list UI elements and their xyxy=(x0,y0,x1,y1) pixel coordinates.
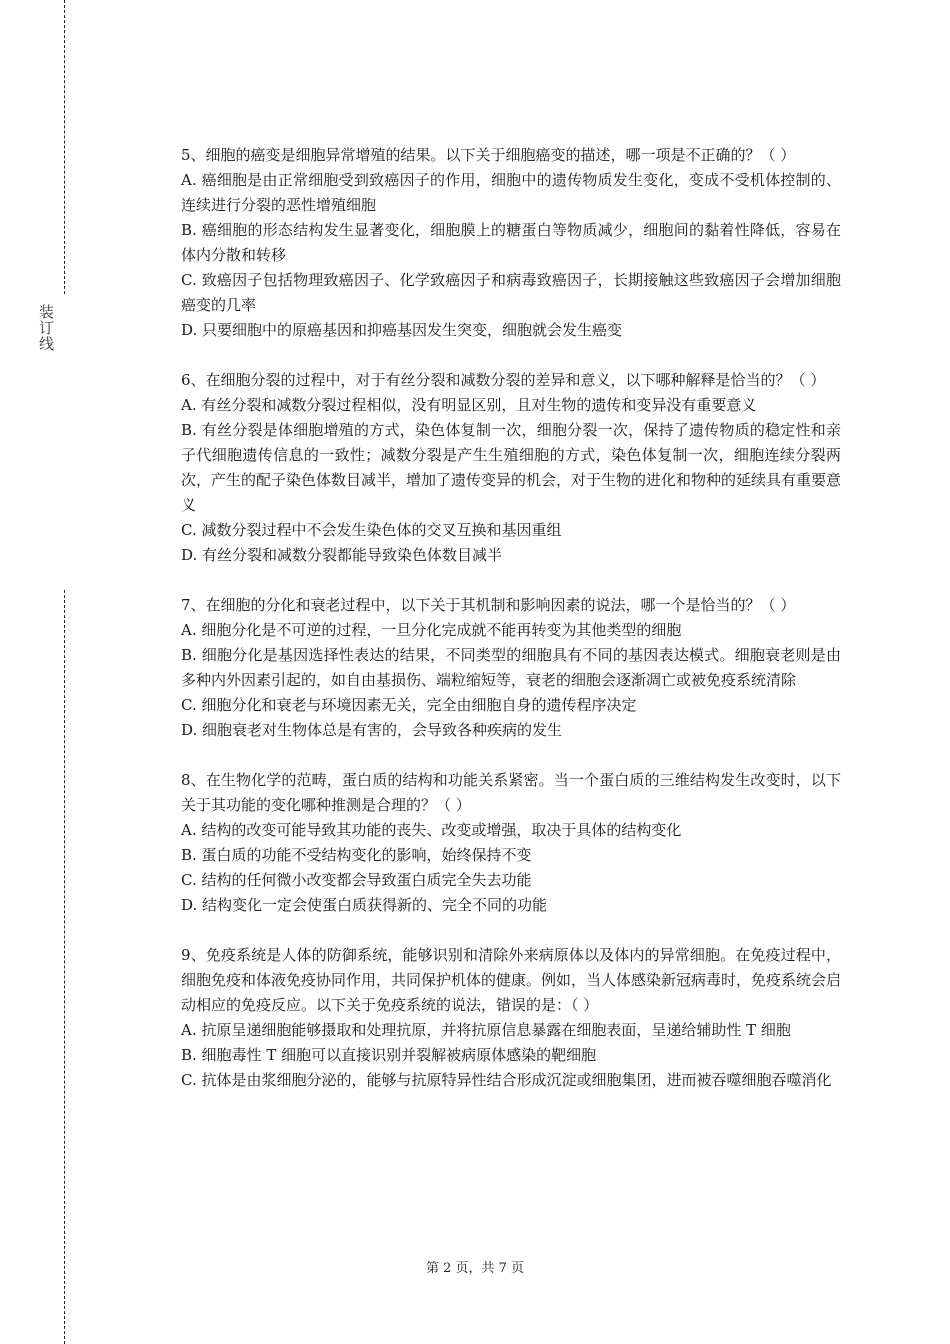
option-a: A. 抗原呈递细胞能够摄取和处理抗原，并将抗原信息暴露在细胞表面，呈递给辅助性 T 细胞 xyxy=(181,1021,791,1039)
question-8 xyxy=(181,768,841,918)
binding-line-bottom xyxy=(64,590,65,1344)
binding-line-top xyxy=(64,0,65,294)
option-a: A. 癌细胞是由正常细胞受到致癌因子的作用，细胞中的遗传物质发生变化，变成不受机体控制的、连续进行分裂的恶性增殖细胞 xyxy=(181,171,841,214)
binding-line-label: 装订线 xyxy=(37,304,55,352)
option-d: D. 结构变化一定会使蛋白质获得新的、完全不同的功能 xyxy=(181,896,548,914)
option-c: C. 结构的任何微小改变都会导致蛋白质完全失去功能 xyxy=(181,871,532,889)
option-c: C. 细胞分化和衰老与环境因素无关，完全由细胞自身的遗传程序决定 xyxy=(181,696,637,714)
question-stem: 9、免疫系统是人体的防御系统，能够识别和清除外来病原体以及体内的异常细胞。在免疫过程中，细胞免疫和体液免疫协同作用，共同保护机体的健康。例如，当人体感染新冠病毒时，免疫系统会启动相应的免疫反应。以下关于免疫系统的说法，错误的是：（ ） xyxy=(181,946,842,1014)
option-b: B. 蛋白质的功能不受结构变化的影响，始终保持不变 xyxy=(181,846,532,864)
question-7 xyxy=(181,593,841,743)
option-b: B. 细胞分化是基因选择性表达的结果，不同类型的细胞具有不同的基因表达模式。细胞衰老则是由多种内外因素引起的，如自由基损伤、端粒缩短等，衰老的细胞会逐渐凋亡或被免疫系统清除 xyxy=(181,646,841,689)
option-b: B. 细胞毒性 T 细胞可以直接识别并裂解被病原体感染的靶细胞 xyxy=(181,1046,597,1064)
option-a: A. 结构的改变可能导致其功能的丧失、改变或增强，取决于具体的结构变化 xyxy=(181,821,682,839)
option-c: C. 抗体是由浆细胞分泌的，能够与抗原特异性结合形成沉淀或细胞集团，进而被吞噬细胞吞噬消化 xyxy=(181,1071,832,1089)
option-a: A. 细胞分化是不可逆的过程，一旦分化完成就不能再转变为其他类型的细胞 xyxy=(181,621,682,639)
option-d: D. 细胞衰老对生物体总是有害的，会导致各种疾病的发生 xyxy=(181,721,563,739)
option-d: D. 有丝分裂和减数分裂都能导致染色体数目减半 xyxy=(181,546,503,564)
option-b: B. 有丝分裂是体细胞增殖的方式，染色体复制一次，细胞分裂一次，保持了遗传物质的稳定性和亲子代细胞遗传信息的一致性；减数分裂是产生生殖细胞的方式，染色体复制一次，细胞连续分裂两次，产生的配子染色体数目减半，增加了遗传变异的机会，对于生物的进化和物种的延续具有重要意义 xyxy=(181,421,842,514)
question-stem: 7、在细胞的分化和衰老过程中，以下关于其机制和影响因素的说法，哪一个是恰当的？（ ） xyxy=(181,596,796,614)
option-c: C. 减数分裂过程中不会发生染色体的交叉互换和基因重组 xyxy=(181,521,562,539)
option-d: D. 只要细胞中的原癌基因和抑癌基因发生突变，细胞就会发生癌变 xyxy=(181,321,623,339)
option-a: A. 有丝分裂和减数分裂过程相似，没有明显区别，且对生物的遗传和变异没有重要意义 xyxy=(181,396,757,414)
question-6 xyxy=(181,368,841,568)
question-stem: 6、在细胞分裂的过程中，对于有丝分裂和减数分裂的差异和意义，以下哪种解释是恰当的？（ ） xyxy=(181,371,826,389)
option-c: C. 致癌因子包括物理致癌因子、化学致癌因子和病毒致癌因子，长期接触这些致癌因子会增加细胞癌变的几率 xyxy=(181,271,841,314)
page-number: 第 2 页，共 7 页 xyxy=(425,1261,525,1276)
option-b: B. 癌细胞的形态结构发生显著变化，细胞膜上的糖蛋白等物质减少，细胞间的黏着性降低，容易在体内分散和转移 xyxy=(181,221,841,264)
question-5 xyxy=(181,143,841,343)
question-stem: 8、在生物化学的范畴，蛋白质的结构和功能关系紧密。当一个蛋白质的三维结构发生改变时，以下关于其功能的变化哪种推测是合理的？（ ） xyxy=(181,771,841,814)
question-stem: 5、细胞的癌变是细胞异常增殖的结果。以下关于细胞癌变的描述，哪一项是不正确的？（ ） xyxy=(181,146,796,164)
question-list xyxy=(181,143,841,1118)
question-9 xyxy=(181,943,841,1093)
